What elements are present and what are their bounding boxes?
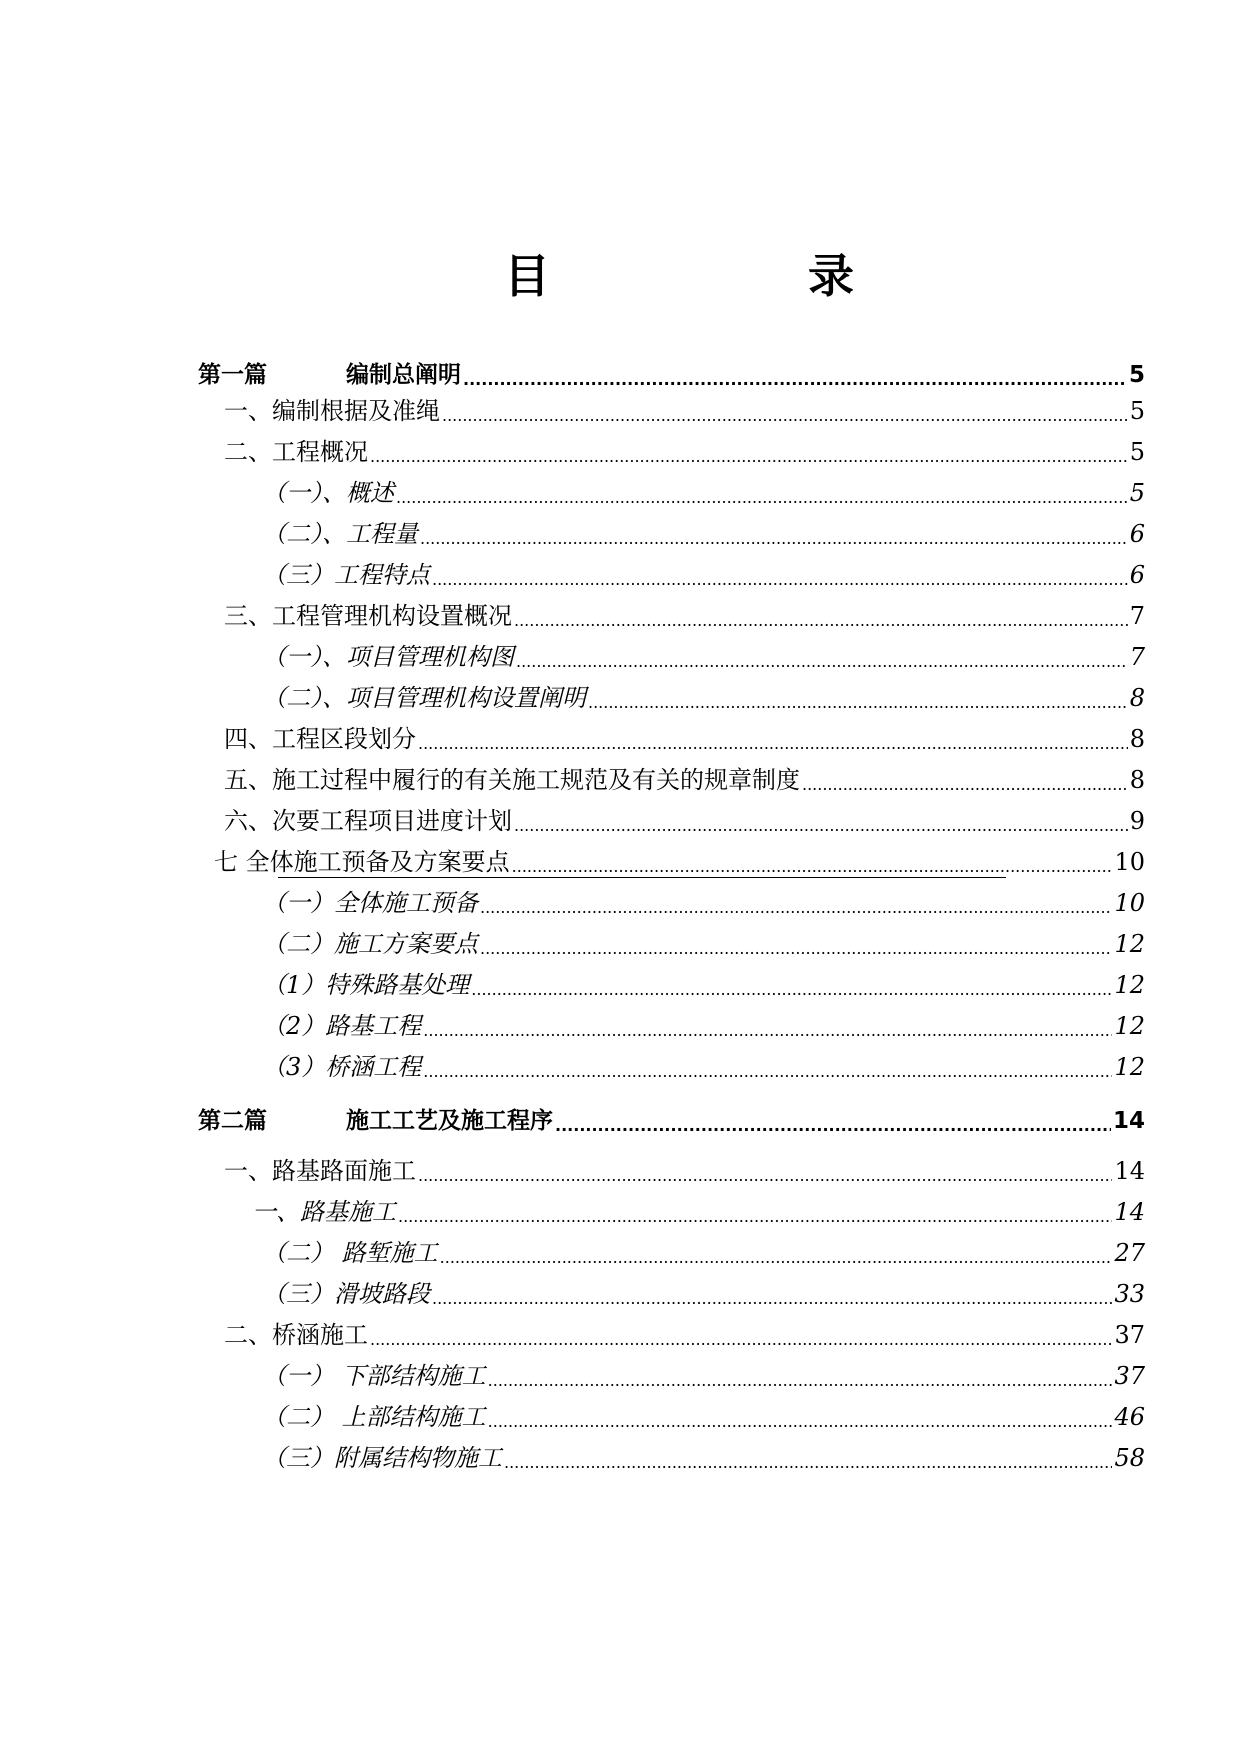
toc-page-number: 33	[1114, 1280, 1145, 1308]
toc-page-number: 14	[1114, 1157, 1145, 1185]
toc-page-number: 10	[1114, 889, 1145, 917]
dot-leader	[488, 1410, 1113, 1434]
dot-leader	[418, 732, 1128, 756]
toc-entry[interactable]	[224, 722, 1145, 756]
dot-leader	[463, 368, 1127, 392]
toc-page-number: 27	[1114, 1239, 1145, 1267]
toc-entry[interactable]	[214, 845, 1145, 879]
toc-entry[interactable]	[224, 1318, 1145, 1352]
toc-page-number: 8	[1129, 725, 1145, 753]
toc-entry-label: 四、工程区段划分	[224, 725, 416, 753]
toc-entry[interactable]	[262, 681, 1145, 715]
toc-entry[interactable]	[224, 394, 1145, 428]
toc-entry-label: （一）、概述	[262, 479, 394, 507]
dot-leader	[480, 937, 1112, 961]
toc-entry-label: （1）特殊路基处理	[262, 971, 470, 999]
dot-leader	[418, 1164, 1112, 1188]
toc-entry-label: 一、编制根据及准绳	[224, 397, 440, 425]
toc-page-number: 6	[1129, 561, 1145, 589]
toc-part-number: 第一篇	[198, 362, 267, 388]
toc-entry[interactable]	[262, 640, 1145, 674]
toc-entry[interactable]	[224, 435, 1145, 469]
toc-entry-label: （3）桥涵工程	[262, 1053, 422, 1081]
dot-leader	[423, 1019, 1112, 1043]
dot-leader	[802, 773, 1128, 797]
toc-page-number: 5	[1129, 479, 1145, 507]
title-char-1: 目	[504, 249, 550, 303]
toc-entry[interactable]	[262, 517, 1145, 551]
toc-entry-label: （三）滑坡路段	[262, 1280, 430, 1308]
toc-page-number: 12	[1114, 1012, 1145, 1040]
toc-entry-label: 七 全体施工预备及方案要点	[214, 848, 510, 876]
toc-entry-label: （二）、工程量	[262, 520, 418, 548]
toc-part-title: 施工工艺及施工程序	[346, 1108, 553, 1134]
toc-part-number: 第二篇	[198, 1108, 267, 1134]
toc-entry-label	[198, 1104, 553, 1138]
dot-leader	[488, 1369, 1113, 1393]
dot-leader	[442, 404, 1128, 428]
dot-leader	[423, 1060, 1112, 1084]
toc-entry-label: 六、次要工程项目进度计划	[224, 807, 512, 835]
toc-entry-label	[198, 358, 461, 392]
toc-page-number: 37	[1114, 1362, 1145, 1390]
toc-page-number: 12	[1114, 930, 1145, 958]
toc-entry-label: （一）全体施工预备	[262, 889, 478, 917]
toc-entry-label: 三、工程管理机构设置概况	[224, 602, 512, 630]
toc-page-number: 46	[1114, 1403, 1145, 1431]
underline-mark	[278, 877, 1006, 878]
toc-page-number: 8	[1129, 684, 1145, 712]
toc-entry[interactable]	[224, 804, 1145, 838]
dot-leader	[555, 1114, 1111, 1138]
dot-leader	[480, 896, 1112, 920]
dot-leader	[512, 855, 1113, 879]
toc-entry-label: （二）、项目管理机构设置阐明	[262, 684, 586, 712]
toc-page-number: 8	[1129, 766, 1145, 794]
toc-entry-label: （一）、项目管理机构图	[262, 643, 514, 671]
toc-entry-label: （一） 下部结构施工	[262, 1362, 486, 1390]
toc-part-entry[interactable]	[198, 1104, 1145, 1138]
toc-page-number: 14	[1114, 1198, 1145, 1226]
toc-entry[interactable]	[262, 1050, 1145, 1084]
toc-entry[interactable]	[262, 476, 1145, 510]
toc-page-number: 10	[1114, 848, 1145, 876]
toc-page-number: 5	[1129, 397, 1145, 425]
toc-entry[interactable]	[224, 599, 1145, 633]
toc-page-number: 58	[1114, 1444, 1145, 1472]
toc-entry[interactable]	[262, 1359, 1145, 1393]
dot-leader	[370, 445, 1128, 469]
dot-leader	[588, 691, 1128, 715]
toc-entry[interactable]	[224, 1154, 1145, 1188]
toc-entry[interactable]	[252, 1195, 1145, 1229]
dot-leader	[370, 1328, 1112, 1352]
toc-entry[interactable]	[262, 968, 1145, 1002]
toc-page-number: 9	[1129, 807, 1145, 835]
toc-page-number: 5	[1129, 438, 1145, 466]
toc-entry[interactable]	[262, 1400, 1145, 1434]
toc-page-number: 7	[1129, 643, 1145, 671]
toc-page-number: 12	[1114, 971, 1145, 999]
toc-entry-label: 一、路基路面施工	[224, 1157, 416, 1185]
dot-leader	[432, 1287, 1112, 1311]
dot-leader	[516, 650, 1128, 674]
toc-part-entry[interactable]	[198, 358, 1145, 392]
toc-page-number: 37	[1114, 1321, 1145, 1349]
dot-leader	[514, 609, 1128, 633]
toc-entry-label: 五、施工过程中履行的有关施工规范及有关的规章制度	[224, 766, 800, 794]
toc-entry[interactable]	[262, 927, 1145, 961]
toc-entry[interactable]	[262, 1236, 1145, 1270]
toc-entry-label: 一、路基施工	[252, 1198, 396, 1226]
toc-entry[interactable]	[262, 1009, 1145, 1043]
toc-entry-label: （二） 路堑施工	[262, 1239, 438, 1267]
dot-leader	[504, 1451, 1112, 1475]
toc-entry[interactable]	[224, 763, 1145, 797]
dot-leader	[396, 486, 1128, 510]
toc-page-number: 12	[1114, 1053, 1145, 1081]
toc-title	[0, 240, 1241, 303]
toc-page-number: 14	[1112, 1108, 1145, 1134]
dot-leader	[398, 1205, 1112, 1229]
toc-entry[interactable]	[262, 886, 1145, 920]
dot-leader	[514, 814, 1128, 838]
toc-entry-label: 二、工程概况	[224, 438, 368, 466]
toc-entry-label: （三）附属结构物施工	[262, 1444, 502, 1472]
toc-entry[interactable]	[262, 1441, 1145, 1475]
title-char-2: 录	[808, 249, 854, 303]
toc-entry-label: 二、桥涵施工	[224, 1321, 368, 1349]
dot-leader	[440, 1246, 1113, 1270]
toc-entry-label: （二） 上部结构施工	[262, 1403, 486, 1431]
toc-page-number: 7	[1129, 602, 1145, 630]
toc-entry[interactable]	[262, 1277, 1145, 1311]
toc-page-number: 6	[1129, 520, 1145, 548]
toc-entry[interactable]	[262, 558, 1145, 592]
toc-entry-label: （2）路基工程	[262, 1012, 422, 1040]
dot-leader	[432, 568, 1128, 592]
toc-entry-label: （二）施工方案要点	[262, 930, 478, 958]
dot-leader	[471, 978, 1112, 1002]
dot-leader	[420, 527, 1128, 551]
toc-page-number: 5	[1128, 362, 1145, 388]
toc-entry-label: （三）工程特点	[262, 561, 430, 589]
toc-part-title: 编制总阐明	[346, 362, 461, 388]
